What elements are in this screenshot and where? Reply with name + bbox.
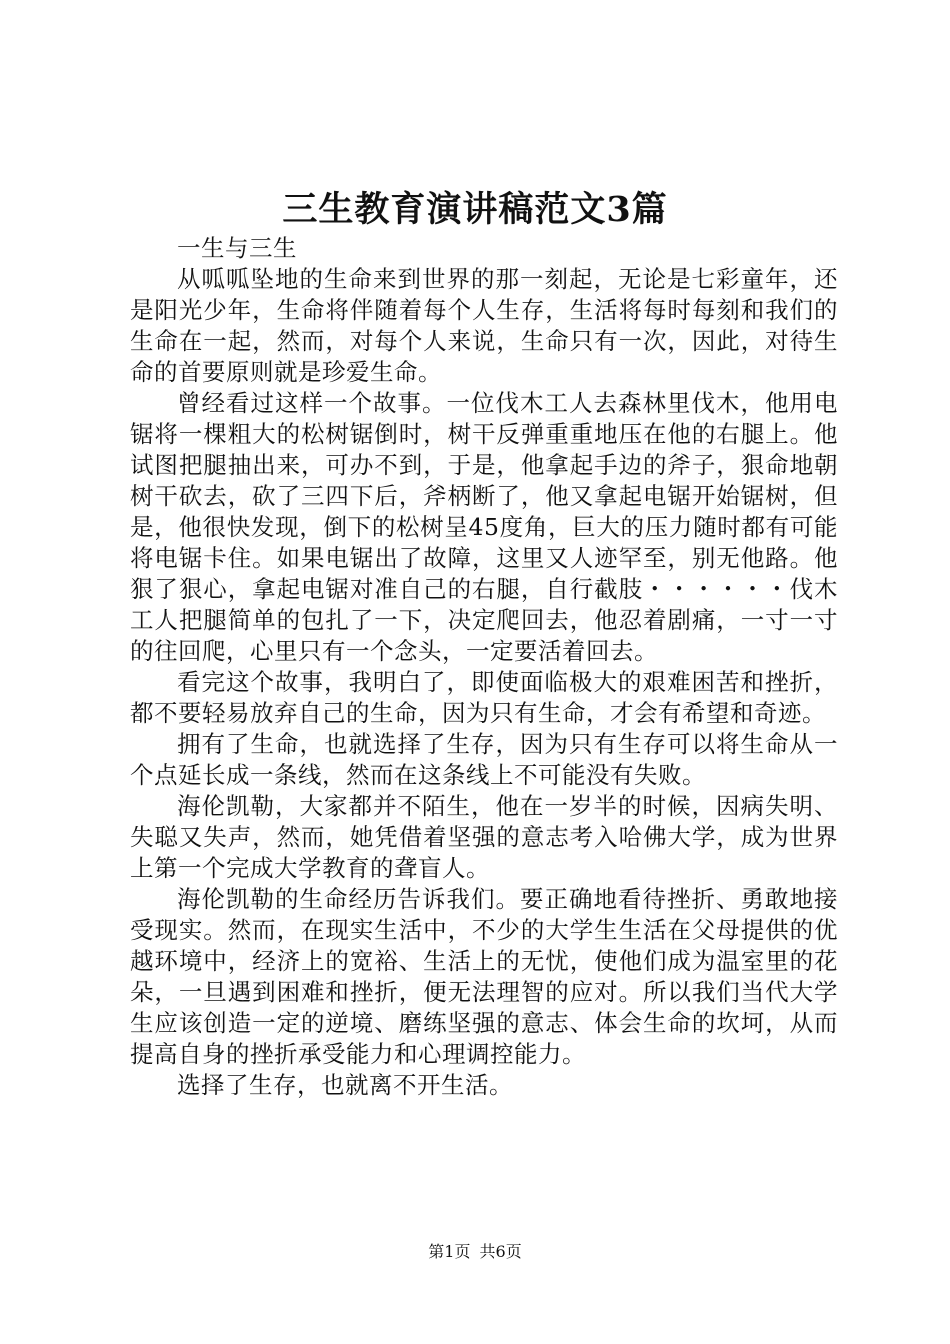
page-total: 共6页 xyxy=(479,1242,522,1261)
paragraph: 拥有了生命，也就选择了生存，因为只有生存可以将生命从一个点延长成一条线，然而在这条线上不可能没有失败。 xyxy=(130,730,838,789)
paragraph: 从呱呱坠地的生命来到世界的那一刻起，无论是七彩童年，还是阳光少年，生命将伴随着每个人生存，生活将每时每刻和我们的生命在一起，然而，对每个人来说，生命只有一次，因此，对待生命的首要原则就是珍爱生命。 xyxy=(130,265,838,386)
page-number: 第1页 xyxy=(428,1242,471,1261)
paragraph: 选择了生存，也就离不开生活。 xyxy=(177,1071,513,1099)
page-footer xyxy=(0,1241,950,1263)
document-title: 三生教育演讲稿范文3篇 xyxy=(282,189,668,230)
paragraph: 曾经看过这样一个故事。一位伐木工人去森林里伐木，他用电锯将一棵粗大的松树锯倒时，树干反弹重重地压在他的右腿上。他试图把腿抽出来，可办不到，于是，他拿起手边的斧子，狠命地朝树干砍去，砍了三四下后，斧柄断了，他又拿起电锯开始锯树，但是，他很快发现，倒下的松树呈45度角，巨大的压力随时都有可能将电锯卡住。如果电锯出了故障，这里又人迹罕至，别无他路。他狠了狠心，拿起电锯对准自己的右腿，自行截肢・・・・・・伐木工人把腿简单的包扎了一下，决定爬回去，他忍着剧痛，一寸一寸的往回爬，心里只有一个念头，一定要活着回去。 xyxy=(130,389,838,665)
document-body xyxy=(130,233,838,1101)
paragraph: 海伦凯勒，大家都并不陌生，他在一岁半的时候，因病失明、失聪又失声，然而，她凭借着坚强的意志考入哈佛大学，成为世界上第一个完成大学教育的聋盲人。 xyxy=(130,792,838,882)
paragraph: 海伦凯勒的生命经历告诉我们。要正确地看待挫折、勇敢地接受现实。然而，在现实生活中，不少的大学生生活在父母提供的优越环境中，经济上的宽裕、生活上的无忧，使他们成为温室里的花朵，一旦遇到困难和挫折，便无法理智的应对。所以我们当代大学生应该创造一定的逆境、磨练坚强的意志、体会生命的坎坷，从而提高自身的挫折承受能力和心理调控能力。 xyxy=(130,885,838,1068)
paragraph: 一生与三生 xyxy=(177,234,297,262)
paragraph: 看完这个故事，我明白了，即使面临极大的艰难困苦和挫折，都不要轻易放弃自己的生命，因为只有生命，才会有希望和奇迹。 xyxy=(130,668,838,727)
